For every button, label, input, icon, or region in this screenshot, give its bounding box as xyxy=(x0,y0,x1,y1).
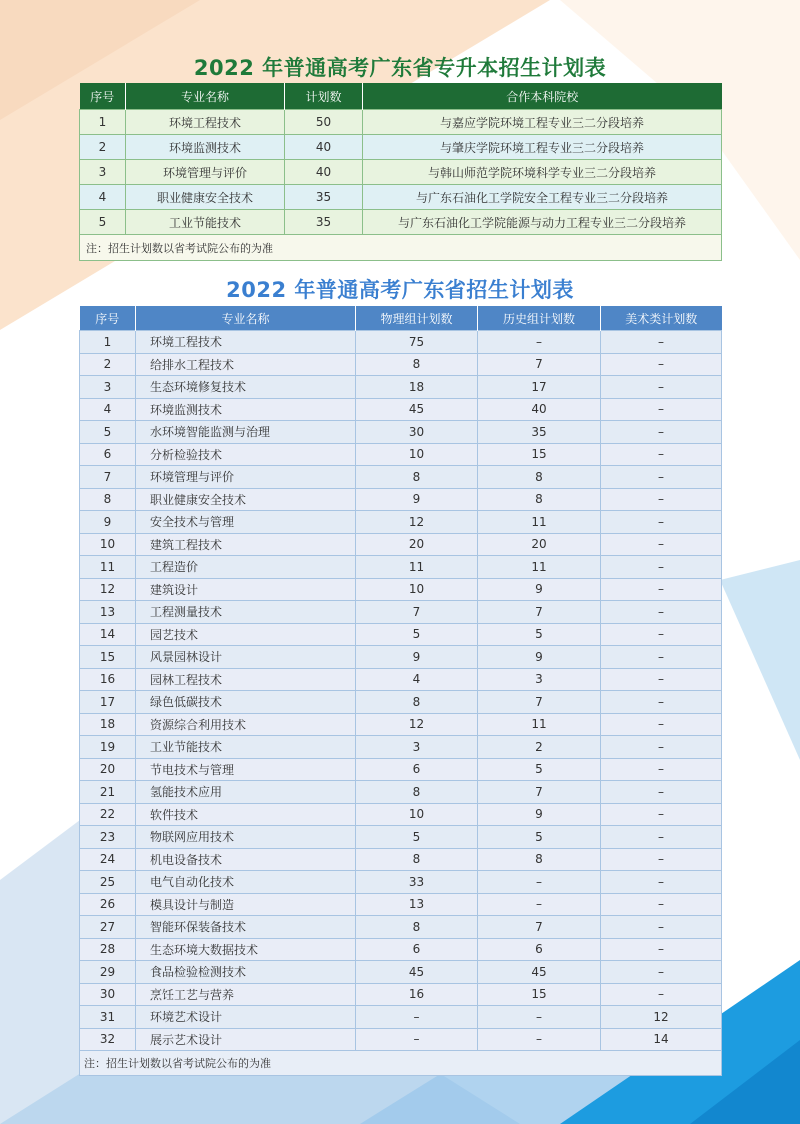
table-row xyxy=(80,623,722,646)
cell-physics: 8 xyxy=(356,848,478,871)
col-header-physics: 物理组计划数 xyxy=(356,306,478,331)
cell-physics: 16 xyxy=(356,983,478,1006)
cell-partner: 与嘉应学院环境工程专业三二分段培养 xyxy=(363,110,722,135)
cell-history: 11 xyxy=(478,556,601,579)
cell-art: – xyxy=(601,443,722,466)
table-header-row xyxy=(80,83,722,110)
cell-major: 工业节能技术 xyxy=(126,210,285,235)
cell-index: 4 xyxy=(80,398,136,421)
cell-art: – xyxy=(601,511,722,534)
table-row xyxy=(80,210,722,235)
cell-physics: 45 xyxy=(356,961,478,984)
cell-physics: 12 xyxy=(356,713,478,736)
cell-art: – xyxy=(601,871,722,894)
table-row xyxy=(80,185,722,210)
cell-history: 17 xyxy=(478,376,601,399)
cell-physics: 75 xyxy=(356,331,478,354)
cell-major: 环境管理与评价 xyxy=(136,466,356,489)
cell-art: – xyxy=(601,353,722,376)
table2-title: 2022 年普通高考广东省招生计划表 xyxy=(226,278,574,302)
cell-index: 16 xyxy=(80,668,136,691)
cell-history: – xyxy=(478,1006,601,1029)
col-header-art: 美术类计划数 xyxy=(601,306,722,331)
table-row xyxy=(80,443,722,466)
cell-index: 4 xyxy=(80,185,126,210)
cell-history: – xyxy=(478,893,601,916)
cell-art: – xyxy=(601,376,722,399)
cell-major: 环境艺术设计 xyxy=(136,1006,356,1029)
cell-index: 8 xyxy=(80,488,136,511)
cell-art: – xyxy=(601,578,722,601)
table-row xyxy=(80,578,722,601)
cell-history: 7 xyxy=(478,781,601,804)
cell-history: 15 xyxy=(478,443,601,466)
cell-index: 28 xyxy=(80,938,136,961)
cell-major: 食品检验检测技术 xyxy=(136,961,356,984)
cell-history: 8 xyxy=(478,488,601,511)
cell-major: 职业健康安全技术 xyxy=(126,185,285,210)
cell-major: 环境工程技术 xyxy=(136,331,356,354)
cell-index: 24 xyxy=(80,848,136,871)
cell-major: 烹饪工艺与营养 xyxy=(136,983,356,1006)
table-row xyxy=(80,466,722,489)
cell-index: 9 xyxy=(80,511,136,534)
cell-history: 7 xyxy=(478,916,601,939)
cell-partner: 与广东石油化工学院能源与动力工程专业三二分段培养 xyxy=(363,210,722,235)
cell-history: – xyxy=(478,871,601,894)
cell-index: 6 xyxy=(80,443,136,466)
cell-art: – xyxy=(601,938,722,961)
cell-major: 氢能技术应用 xyxy=(136,781,356,804)
cell-physics: 4 xyxy=(356,668,478,691)
cell-history: 2 xyxy=(478,736,601,759)
table-row xyxy=(80,135,722,160)
cell-history: 6 xyxy=(478,938,601,961)
cell-art: – xyxy=(601,691,722,714)
cell-physics: 8 xyxy=(356,691,478,714)
cell-physics: 5 xyxy=(356,826,478,849)
cell-index: 10 xyxy=(80,533,136,556)
cell-history: 8 xyxy=(478,848,601,871)
cell-physics: 12 xyxy=(356,511,478,534)
cell-art: – xyxy=(601,983,722,1006)
cell-major: 生态环境修复技术 xyxy=(136,376,356,399)
cell-history: 11 xyxy=(478,511,601,534)
cell-physics: 7 xyxy=(356,601,478,624)
table-row xyxy=(80,871,722,894)
cell-major: 建筑工程技术 xyxy=(136,533,356,556)
cell-partner: 与肇庆学院环境工程专业三二分段培养 xyxy=(363,135,722,160)
cell-art: – xyxy=(601,533,722,556)
cell-physics: 8 xyxy=(356,781,478,804)
cell-art: – xyxy=(601,646,722,669)
col-header-history: 历史组计划数 xyxy=(478,306,601,331)
cell-physics: 8 xyxy=(356,353,478,376)
cell-index: 31 xyxy=(80,1006,136,1029)
cell-art: – xyxy=(601,623,722,646)
cell-art: – xyxy=(601,848,722,871)
cell-major: 资源综合利用技术 xyxy=(136,713,356,736)
cell-physics: 8 xyxy=(356,466,478,489)
cell-history: 40 xyxy=(478,398,601,421)
cell-history: 8 xyxy=(478,466,601,489)
cell-plan: 50 xyxy=(285,110,363,135)
cell-partner: 与广东石油化工学院安全工程专业三二分段培养 xyxy=(363,185,722,210)
cell-index: 1 xyxy=(80,110,126,135)
cell-art: – xyxy=(601,713,722,736)
cell-major: 水环境智能监测与治理 xyxy=(136,421,356,444)
col-header-major: 专业名称 xyxy=(136,306,356,331)
cell-major: 机电设备技术 xyxy=(136,848,356,871)
cell-plan: 35 xyxy=(285,185,363,210)
cell-major: 展示艺术设计 xyxy=(136,1028,356,1051)
col-header-plan: 计划数 xyxy=(285,83,363,110)
cell-index: 11 xyxy=(80,556,136,579)
table-row xyxy=(80,421,722,444)
cell-history: 5 xyxy=(478,826,601,849)
cell-history: 20 xyxy=(478,533,601,556)
cell-physics: 10 xyxy=(356,803,478,826)
cell-physics: 10 xyxy=(356,443,478,466)
cell-major: 工程造价 xyxy=(136,556,356,579)
cell-history: 11 xyxy=(478,713,601,736)
cell-index: 12 xyxy=(80,578,136,601)
cell-physics: 9 xyxy=(356,488,478,511)
cell-index: 21 xyxy=(80,781,136,804)
cell-art: – xyxy=(601,916,722,939)
table-row xyxy=(80,983,722,1006)
cell-major: 物联网应用技术 xyxy=(136,826,356,849)
cell-index: 27 xyxy=(80,916,136,939)
col-header-major: 专业名称 xyxy=(126,83,285,110)
cell-art: – xyxy=(601,961,722,984)
cell-index: 19 xyxy=(80,736,136,759)
cell-art: – xyxy=(601,781,722,804)
cell-plan: 40 xyxy=(285,160,363,185)
table-row xyxy=(80,1028,722,1051)
col-header-index: 序号 xyxy=(80,306,136,331)
cell-major: 职业健康安全技术 xyxy=(136,488,356,511)
table-row xyxy=(80,488,722,511)
cell-physics: 8 xyxy=(356,916,478,939)
cell-major: 给排水工程技术 xyxy=(136,353,356,376)
cell-physics: 30 xyxy=(356,421,478,444)
cell-major: 园林工程技术 xyxy=(136,668,356,691)
cell-art: – xyxy=(601,826,722,849)
table-row xyxy=(80,668,722,691)
cell-major: 工程测量技术 xyxy=(136,601,356,624)
cell-index: 30 xyxy=(80,983,136,1006)
cell-history: 9 xyxy=(478,803,601,826)
cell-art: – xyxy=(601,668,722,691)
cell-physics: 6 xyxy=(356,938,478,961)
cell-art: – xyxy=(601,803,722,826)
cell-index: 15 xyxy=(80,646,136,669)
cell-art: 14 xyxy=(601,1028,722,1051)
cell-major: 分析检验技术 xyxy=(136,443,356,466)
cell-history: 7 xyxy=(478,601,601,624)
cell-major: 工业节能技术 xyxy=(136,736,356,759)
cell-history: 15 xyxy=(478,983,601,1006)
cell-history: – xyxy=(478,1028,601,1051)
cell-physics: 10 xyxy=(356,578,478,601)
cell-art: – xyxy=(601,893,722,916)
table-row xyxy=(80,781,722,804)
cell-index: 22 xyxy=(80,803,136,826)
table-row xyxy=(80,398,722,421)
table-row xyxy=(80,646,722,669)
cell-art: – xyxy=(601,421,722,444)
cell-major: 绿色低碳技术 xyxy=(136,691,356,714)
table-row xyxy=(80,961,722,984)
table-row xyxy=(80,713,722,736)
table-row xyxy=(80,376,722,399)
cell-index: 5 xyxy=(80,421,136,444)
table-row xyxy=(80,511,722,534)
cell-index: 29 xyxy=(80,961,136,984)
cell-index: 32 xyxy=(80,1028,136,1051)
table-row xyxy=(80,803,722,826)
cell-index: 13 xyxy=(80,601,136,624)
cell-major: 环境监测技术 xyxy=(126,135,285,160)
cell-physics: 3 xyxy=(356,736,478,759)
table-row xyxy=(80,826,722,849)
cell-art: – xyxy=(601,488,722,511)
cell-major: 软件技术 xyxy=(136,803,356,826)
table-row xyxy=(80,758,722,781)
cell-major: 风景园林设计 xyxy=(136,646,356,669)
cell-index: 1 xyxy=(80,331,136,354)
cell-physics: 9 xyxy=(356,646,478,669)
enrollment-plan-table-upgrade xyxy=(79,83,722,261)
cell-index: 3 xyxy=(80,376,136,399)
table1-title: 2022 年普通高考广东省专升本招生计划表 xyxy=(193,56,607,80)
table-row xyxy=(80,533,722,556)
cell-physics: – xyxy=(356,1006,478,1029)
table-row xyxy=(80,601,722,624)
cell-physics: 11 xyxy=(356,556,478,579)
cell-index: 5 xyxy=(80,210,126,235)
cell-index: 3 xyxy=(80,160,126,185)
cell-index: 26 xyxy=(80,893,136,916)
cell-history: 45 xyxy=(478,961,601,984)
table-row xyxy=(80,916,722,939)
table-row xyxy=(80,691,722,714)
table-row xyxy=(80,736,722,759)
col-header-index: 序号 xyxy=(80,83,126,110)
cell-history: 3 xyxy=(478,668,601,691)
cell-major: 节电技术与管理 xyxy=(136,758,356,781)
cell-index: 25 xyxy=(80,871,136,894)
cell-index: 7 xyxy=(80,466,136,489)
cell-history: 7 xyxy=(478,691,601,714)
table1-note: 注：招生计划数以省考试院公布的为准 xyxy=(80,235,722,261)
table-row xyxy=(80,938,722,961)
cell-major: 环境管理与评价 xyxy=(126,160,285,185)
cell-history: 9 xyxy=(478,646,601,669)
table-note-row xyxy=(80,1051,722,1076)
table-row xyxy=(80,160,722,185)
cell-physics: 6 xyxy=(356,758,478,781)
table-row xyxy=(80,353,722,376)
cell-index: 2 xyxy=(80,135,126,160)
table2-note: 注：招生计划数以省考试院公布的为准 xyxy=(80,1051,722,1076)
cell-index: 14 xyxy=(80,623,136,646)
table-note-row xyxy=(80,235,722,261)
cell-physics: 13 xyxy=(356,893,478,916)
col-header-partner: 合作本科院校 xyxy=(363,83,722,110)
cell-major: 模具设计与制造 xyxy=(136,893,356,916)
cell-physics: 18 xyxy=(356,376,478,399)
cell-index: 20 xyxy=(80,758,136,781)
cell-major: 环境监测技术 xyxy=(136,398,356,421)
cell-index: 23 xyxy=(80,826,136,849)
cell-index: 17 xyxy=(80,691,136,714)
cell-major: 园艺技术 xyxy=(136,623,356,646)
cell-physics: 20 xyxy=(356,533,478,556)
cell-major: 智能环保装备技术 xyxy=(136,916,356,939)
table-row xyxy=(80,110,722,135)
cell-history: – xyxy=(478,331,601,354)
cell-art: – xyxy=(601,331,722,354)
table-row xyxy=(80,556,722,579)
cell-major: 电气自动化技术 xyxy=(136,871,356,894)
enrollment-plan-table-main xyxy=(79,306,722,1076)
table-row xyxy=(80,893,722,916)
cell-history: 5 xyxy=(478,623,601,646)
cell-major: 生态环境大数据技术 xyxy=(136,938,356,961)
cell-art: – xyxy=(601,398,722,421)
cell-physics: – xyxy=(356,1028,478,1051)
table-row xyxy=(80,331,722,354)
cell-art: 12 xyxy=(601,1006,722,1029)
cell-history: 9 xyxy=(478,578,601,601)
cell-art: – xyxy=(601,466,722,489)
cell-partner: 与韩山师范学院环境科学专业三二分段培养 xyxy=(363,160,722,185)
cell-history: 35 xyxy=(478,421,601,444)
cell-index: 2 xyxy=(80,353,136,376)
table-row xyxy=(80,848,722,871)
table-row xyxy=(80,1006,722,1029)
cell-physics: 5 xyxy=(356,623,478,646)
cell-art: – xyxy=(601,601,722,624)
cell-major: 安全技术与管理 xyxy=(136,511,356,534)
table-header-row xyxy=(80,306,722,331)
cell-art: – xyxy=(601,736,722,759)
cell-history: 5 xyxy=(478,758,601,781)
cell-art: – xyxy=(601,556,722,579)
cell-plan: 35 xyxy=(285,210,363,235)
cell-art: – xyxy=(601,758,722,781)
cell-history: 7 xyxy=(478,353,601,376)
cell-physics: 45 xyxy=(356,398,478,421)
cell-physics: 33 xyxy=(356,871,478,894)
cell-major: 环境工程技术 xyxy=(126,110,285,135)
cell-plan: 40 xyxy=(285,135,363,160)
cell-index: 18 xyxy=(80,713,136,736)
cell-major: 建筑设计 xyxy=(136,578,356,601)
